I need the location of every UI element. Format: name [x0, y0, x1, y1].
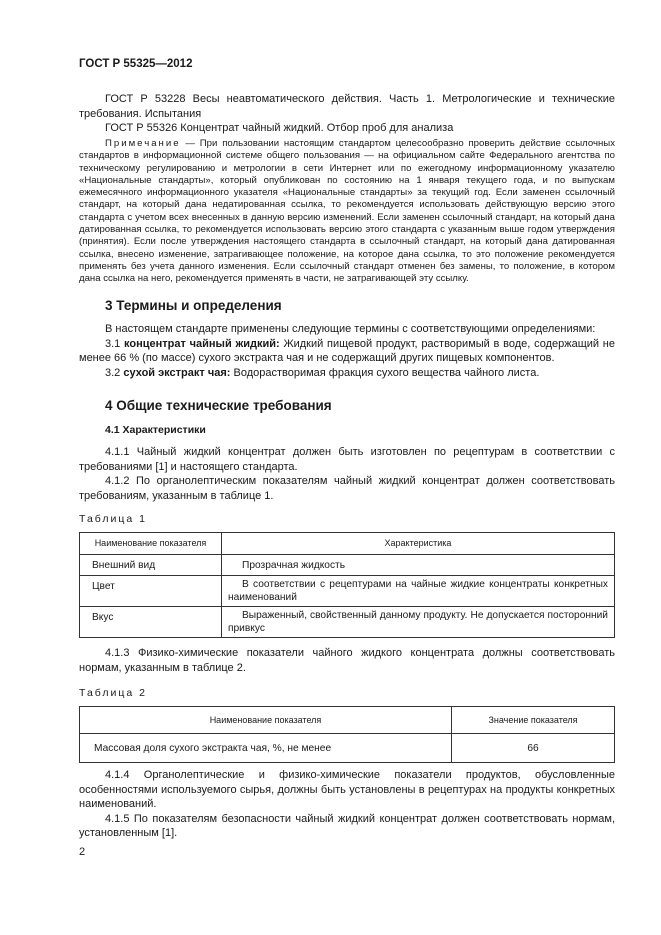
term-definition: Жидкий пищевой продукт, растворимый в воде, содержащий не менее 66 % (по массе) сухого экстракта чая и не содержащий других пищевых компонентов.: [79, 337, 615, 364]
table-2-caption: Таблица 2: [79, 687, 147, 699]
term-definition: Водорастворимая фракция сухого вещества чайного листа.: [230, 366, 540, 379]
table-header-cell: Характеристика: [222, 533, 615, 555]
paragraph-4-1-1: 4.1.1 Чайный жидкий концентрат должен быть изготовлен по рецептурам в соответствии с требованиями [1] и настоящего стандарта.: [79, 446, 615, 473]
section-4-paragraphs-b: [79, 768, 615, 841]
table-1-caption: Таблица 1: [79, 513, 147, 525]
page-number: 2: [79, 846, 86, 858]
table-1: [79, 532, 615, 638]
section-3-title: 3 Термины и определения: [105, 298, 282, 313]
note-block: [79, 138, 615, 286]
note-paragraph: [79, 138, 615, 286]
table-header-row: [80, 707, 615, 734]
table-row: [80, 555, 615, 576]
table-row: [80, 607, 615, 638]
subsection-4-1-title: 4.1 Характеристики: [105, 424, 206, 436]
table-2-block: [79, 686, 615, 701]
section-4-paragraphs-a: [79, 445, 615, 503]
reference-item: ГОСТ Р 53228 Весы неавтоматического действия. Часть 1. Метрологические и технические требования. Испытания: [79, 93, 615, 120]
term-number: 3.2: [105, 366, 124, 379]
table-2-wrapper: [79, 706, 615, 763]
table-2: [79, 706, 615, 763]
table-cell: В соответствии с рецептурами на чайные жидкие концентраты конкретных наименований: [222, 576, 615, 607]
term-number: 3.1: [105, 337, 125, 350]
table-cell: Внешний вид: [80, 555, 222, 576]
table-cell: Вкус: [80, 607, 222, 638]
section-3: [79, 298, 615, 313]
paragraph-4-1-5: 4.1.5 По показателям безопасности чайный жидкий концентрат должен соответствовать нормам, установленным [1].: [79, 812, 615, 839]
table-cell: Выраженный, свойственный данному продукту. Не допускается посторонний привкус: [222, 607, 615, 638]
table-header-cell: Наименование показателя: [80, 533, 222, 555]
table-1-wrapper: [79, 532, 615, 638]
term-name: сухой экстракт чая:: [123, 366, 231, 379]
section-4-paragraph-3: [79, 646, 615, 675]
table-cell: Массовая доля сухого экстракта чая, %, не менее: [80, 734, 452, 763]
table-header-row: [80, 533, 615, 555]
table-cell: 66: [452, 734, 615, 763]
paragraph-4-1-4: 4.1.4 Органолептические и физико-химические показатели продуктов, обусловленные особенностями используемого сырья, должны быть установлены в рецептурах на продукты конкретных наименований.: [79, 769, 615, 810]
note-label: Примечание: [105, 138, 181, 149]
subsection-4-1: [79, 424, 615, 436]
table-row: [80, 734, 615, 763]
reference-item: ГОСТ Р 55326 Концентрат чайный жидкий. Отбор проб для анализа: [105, 122, 454, 134]
table-cell: Цвет: [80, 576, 222, 607]
paragraph-4-1-3: 4.1.3 Физико-химические показатели чайного жидкого концентрата должны соответствовать нормам, указанным в таблице 2.: [79, 647, 615, 674]
paragraph-4-1-2: 4.1.2 По органолептическим показателям чайный жидкий концентрат должен соответствовать требованиям, указанным в таблице 1.: [79, 475, 615, 502]
section-3-body: [79, 322, 615, 380]
normative-references: [79, 92, 615, 136]
section-4: [79, 398, 615, 413]
note-text: — При пользовании настоящим стандартом целесообразно проверить действие ссылочных стандартов в информационной системе общего пользования — на официальном сайте Федерального агентства по техническому регулированию и метрологии в сети Интернет или по ежегодному информационному указателю «Национальные стандарты», который опубликован по состоянию на 1 января текущего года, и по выпускам ежемесячного информационного указателя «Национальные стандарты» за текущий год. Если заменен ссылочный стандарт, на который дана недатированная ссылка, то рекомендуется использовать действующую версию этого стандарта с учетом всех внесенных в данную версию изменений. Если заменен ссылочный стандарт, на который дана датированная ссылка, то рекомендуется использовать версию этого стандарта с указанным выше годом утверждения (принятия). Если после утверждения настоящего стандарта в ссылочный стандарт, на который дана датированная ссылка, внесено изменение, затрагивающее положение, на которое дана ссылка, то это положение рекомендуется применять без учета данного изменения. Если ссылочный стандарт отменен без замены, то положение, в котором дана ссылка на него, рекомендуется применять в части, не затрагивающей эту ссылку.: [79, 138, 615, 285]
table-cell: Прозрачная жидкость: [222, 555, 615, 576]
term-3-2: [79, 366, 615, 381]
table-1-block: [79, 512, 615, 527]
table-header-cell: Значение показателя: [452, 707, 615, 734]
document-header: ГОСТ Р 55325—2012: [79, 58, 193, 70]
section-4-title: 4 Общие технические требования: [105, 398, 332, 413]
term-name: концентрат чайный жидкий:: [124, 337, 280, 350]
term-3-1: [79, 337, 615, 366]
table-row: [80, 576, 615, 607]
table-header-cell: Наименование показателя: [80, 707, 452, 734]
section-3-intro: В настоящем стандарте применены следующие термины с соответствующими определениями:: [105, 323, 596, 335]
